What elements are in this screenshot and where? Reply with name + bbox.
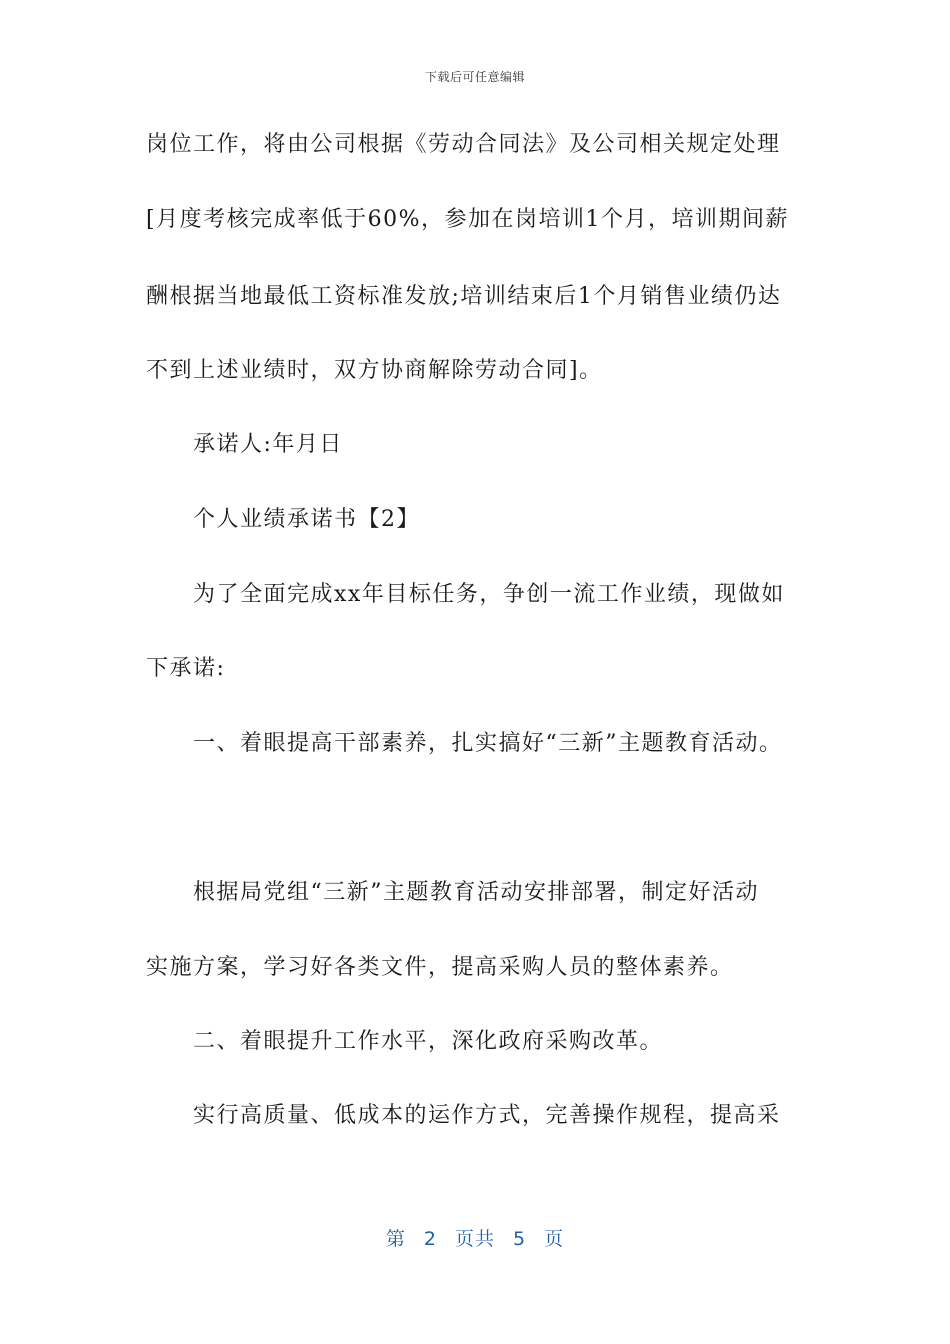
footer-suffix: 页 bbox=[544, 1228, 565, 1250]
paragraph-line: 不到上述业绩时，双方协商解除劳动合同]。 bbox=[146, 358, 603, 383]
paragraph-line: 下承诺: bbox=[146, 656, 226, 681]
paragraph-line: 酬根据当地最低工资标准发放;培训结束后1个月销售业绩仍达 bbox=[146, 284, 782, 309]
footer-page-number: 2 bbox=[423, 1228, 437, 1250]
paragraph-line: 岗位工作，将由公司根据《劳动合同法》及公司相关规定处理 bbox=[146, 132, 781, 157]
section-title: 个人业绩承诺书【2】 bbox=[193, 507, 420, 532]
page-header: 下载后可任意编辑 bbox=[424, 70, 525, 84]
footer-middle: 页共 bbox=[454, 1228, 495, 1250]
footer-prefix: 第 bbox=[385, 1228, 406, 1250]
paragraph-line: 根据局党组“三新”主题教育活动安排部署，制定好活动 bbox=[193, 880, 759, 905]
paragraph-line: [月度考核完成率低于60%，参加在岗培训1个月，培训期间薪 bbox=[146, 207, 789, 232]
signature-line: 承诺人:年月日 bbox=[193, 432, 343, 457]
page-footer bbox=[0, 1224, 950, 1251]
list-item-heading: 二、着眼提升工作水平，深化政府采购改革。 bbox=[193, 1029, 664, 1054]
list-item-heading: 一、着眼提高干部素养，扎实搞好“三新”主题教育活动。 bbox=[193, 731, 783, 756]
paragraph-line: 实施方案，学习好各类文件，提高采购人员的整体素养。 bbox=[146, 955, 734, 980]
footer-total-pages: 5 bbox=[513, 1228, 527, 1250]
paragraph-line: 实行高质量、低成本的运作方式，完善操作规程，提高采 bbox=[193, 1103, 781, 1128]
paragraph-line: 为了全面完成xx年目标任务，争创一流工作业绩，现做如 bbox=[193, 582, 785, 607]
